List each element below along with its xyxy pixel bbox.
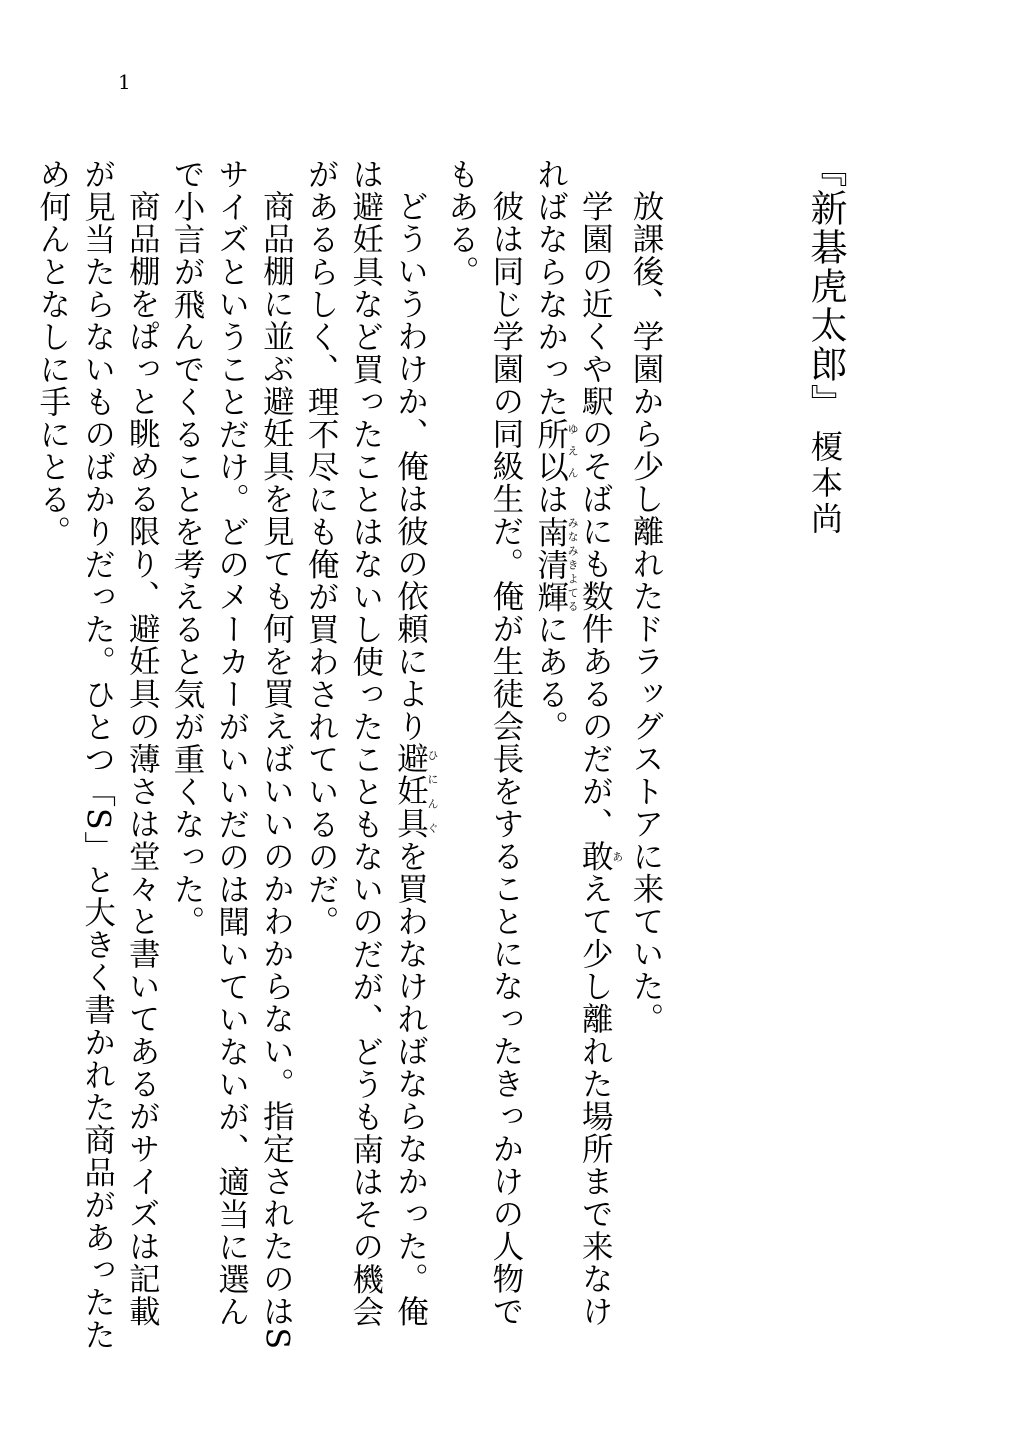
paragraph	[164, 158, 298, 1358]
ruby-base: 所以	[532, 418, 569, 483]
ruby-word	[577, 839, 624, 873]
ruby-reading: ひにんぐ	[425, 742, 439, 840]
ruby-reading: あ	[610, 839, 624, 872]
ruby-base: 避妊具	[392, 742, 429, 840]
text-run: 商品棚をぱっと眺める限り、避妊具の薄さは堂々と書いてあるがサイズは記載が見当たらないものばかりだった。ひとつ「S」と大きく書かれた商品があったため何んとなしに手にとる。	[34, 158, 161, 1351]
text-run: 学園の近くや駅のそばにも数件あるのだが、	[577, 189, 614, 840]
ruby-word	[392, 742, 439, 840]
text-run: どういうわけか、俺は彼の依頼により	[392, 189, 429, 742]
ruby-reading: みなみきよてる	[566, 515, 580, 613]
paragraph	[623, 158, 668, 1358]
paragraph	[528, 158, 623, 1358]
ruby-reading: ゆえん	[566, 418, 580, 483]
ruby-word	[532, 418, 580, 483]
body-text	[34, 158, 668, 1358]
text-run: にある。	[532, 613, 569, 743]
page-number: 1	[118, 70, 131, 94]
author-name: 榎本尚	[806, 430, 844, 538]
text-run: 放課後、学園から少し離れたドラッグストアに来ていた。	[628, 189, 664, 1035]
paragraph	[30, 158, 164, 1358]
ruby-base: 南清輝	[532, 515, 569, 613]
paragraph	[298, 158, 438, 1358]
text-run: は	[532, 483, 569, 516]
text-run: 商品棚に並ぶ避妊具を見ても何を買えばいいのかわからない。指定されたのはSサイズということだけ。どのメーカーがいいだのは聞いていないが、適当に選んで小言が飛んでくることを考えると気が重くなった。	[168, 158, 295, 1350]
text-run: を買わなければならなかった。俺は避妊具など買ったことはないし使ったこともないのだが、どうも南はその機会があるらしく、理不尽にも俺が買わされているのだ。	[303, 158, 429, 1328]
text-run: 彼は同じ学園の同級生だ。俺が生徒会長をすることになったきっかけの人物でもある。	[443, 158, 524, 1327]
ruby-word	[532, 515, 580, 614]
paragraph	[438, 158, 527, 1358]
ruby-base: 敢	[577, 839, 614, 872]
story-title: 『新碁虎太郎』	[804, 150, 847, 423]
text-run: えて少し離れた場所まで来なければならなかった	[532, 158, 614, 1327]
